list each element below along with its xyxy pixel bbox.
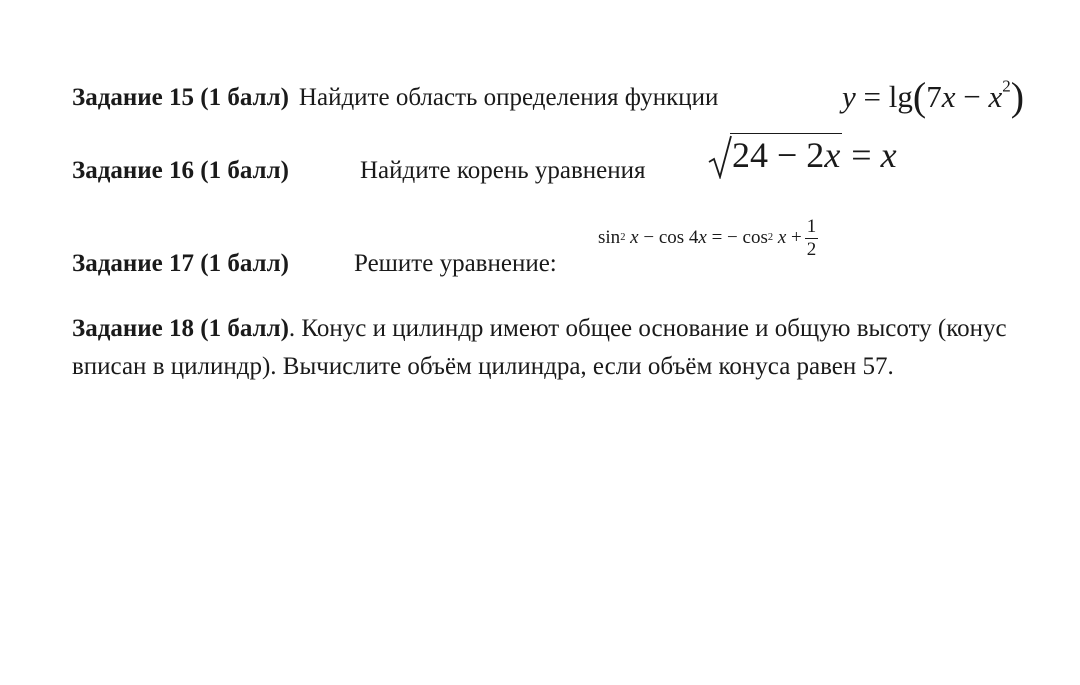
radical-sign-icon [708, 135, 732, 179]
formula-minus1: − [643, 227, 655, 249]
formula-x1: x [630, 227, 639, 249]
formula-fraction [805, 216, 819, 261]
formula-plus: + [791, 227, 802, 249]
formula-seven: 7 [926, 79, 942, 114]
formula-minus2: − [727, 227, 738, 249]
radicand-number: 24 − 2 [732, 135, 825, 175]
task-16-text: Найдите корень уравнения [360, 157, 646, 184]
formula-lg: lg [888, 79, 913, 114]
square-root [708, 133, 842, 176]
task-16 [72, 135, 897, 185]
task-17-header: Задание 17 (1 балл) [72, 250, 289, 277]
task-16-header: Задание 16 (1 балл) [72, 157, 289, 184]
formula-y: y [842, 79, 856, 114]
task-17-formula: sin 2 x − cos 4 x = − cos 2 x + $\frac{1}{2}$ [598, 216, 817, 260]
formula-x3: x [777, 227, 787, 249]
formula-x2: x [988, 79, 1003, 114]
task-15-formula [842, 70, 1024, 117]
formula-close-paren: ) [1010, 74, 1025, 119]
task-18 [72, 310, 1012, 386]
task-15-text: Найдите область определения функции [298, 84, 719, 111]
radicand-x: x [824, 135, 841, 175]
formula-rhs-x: x [880, 135, 897, 175]
task-17 [72, 216, 817, 278]
formula-eq: = [851, 135, 872, 175]
formula-x2: x [698, 227, 707, 249]
radicand [730, 133, 842, 176]
formula-x: x [941, 79, 956, 114]
task-18-text: . Конус и цилиндр имеют общее основание и общую высоту (конус вписан в цилиндр). Вычислите объём цилиндра, если объём конуса равен 57. [72, 315, 1007, 380]
formula-eq: = [863, 79, 881, 114]
formula-minus: − [963, 79, 981, 114]
formula-four: 4 [688, 227, 699, 249]
task-18-header: Задание 18 (1 балл) [72, 315, 289, 342]
task-16-formula [708, 133, 897, 176]
task-15-header: Задание 15 (1 балл) [72, 84, 289, 111]
formula-open-paren: ( [912, 74, 927, 119]
formula-sin: sin [598, 227, 621, 249]
formula-eq: = [711, 227, 723, 249]
formula-exponent: 2 [1002, 76, 1011, 96]
fraction-numerator: 1 [806, 216, 817, 237]
fraction-denominator: 2 [806, 238, 817, 260]
task-17-text: Решите уравнение: [354, 250, 557, 277]
task-15 [72, 74, 1025, 119]
formula-cos: cos [742, 227, 768, 249]
formula-cos4: cos [658, 227, 685, 249]
